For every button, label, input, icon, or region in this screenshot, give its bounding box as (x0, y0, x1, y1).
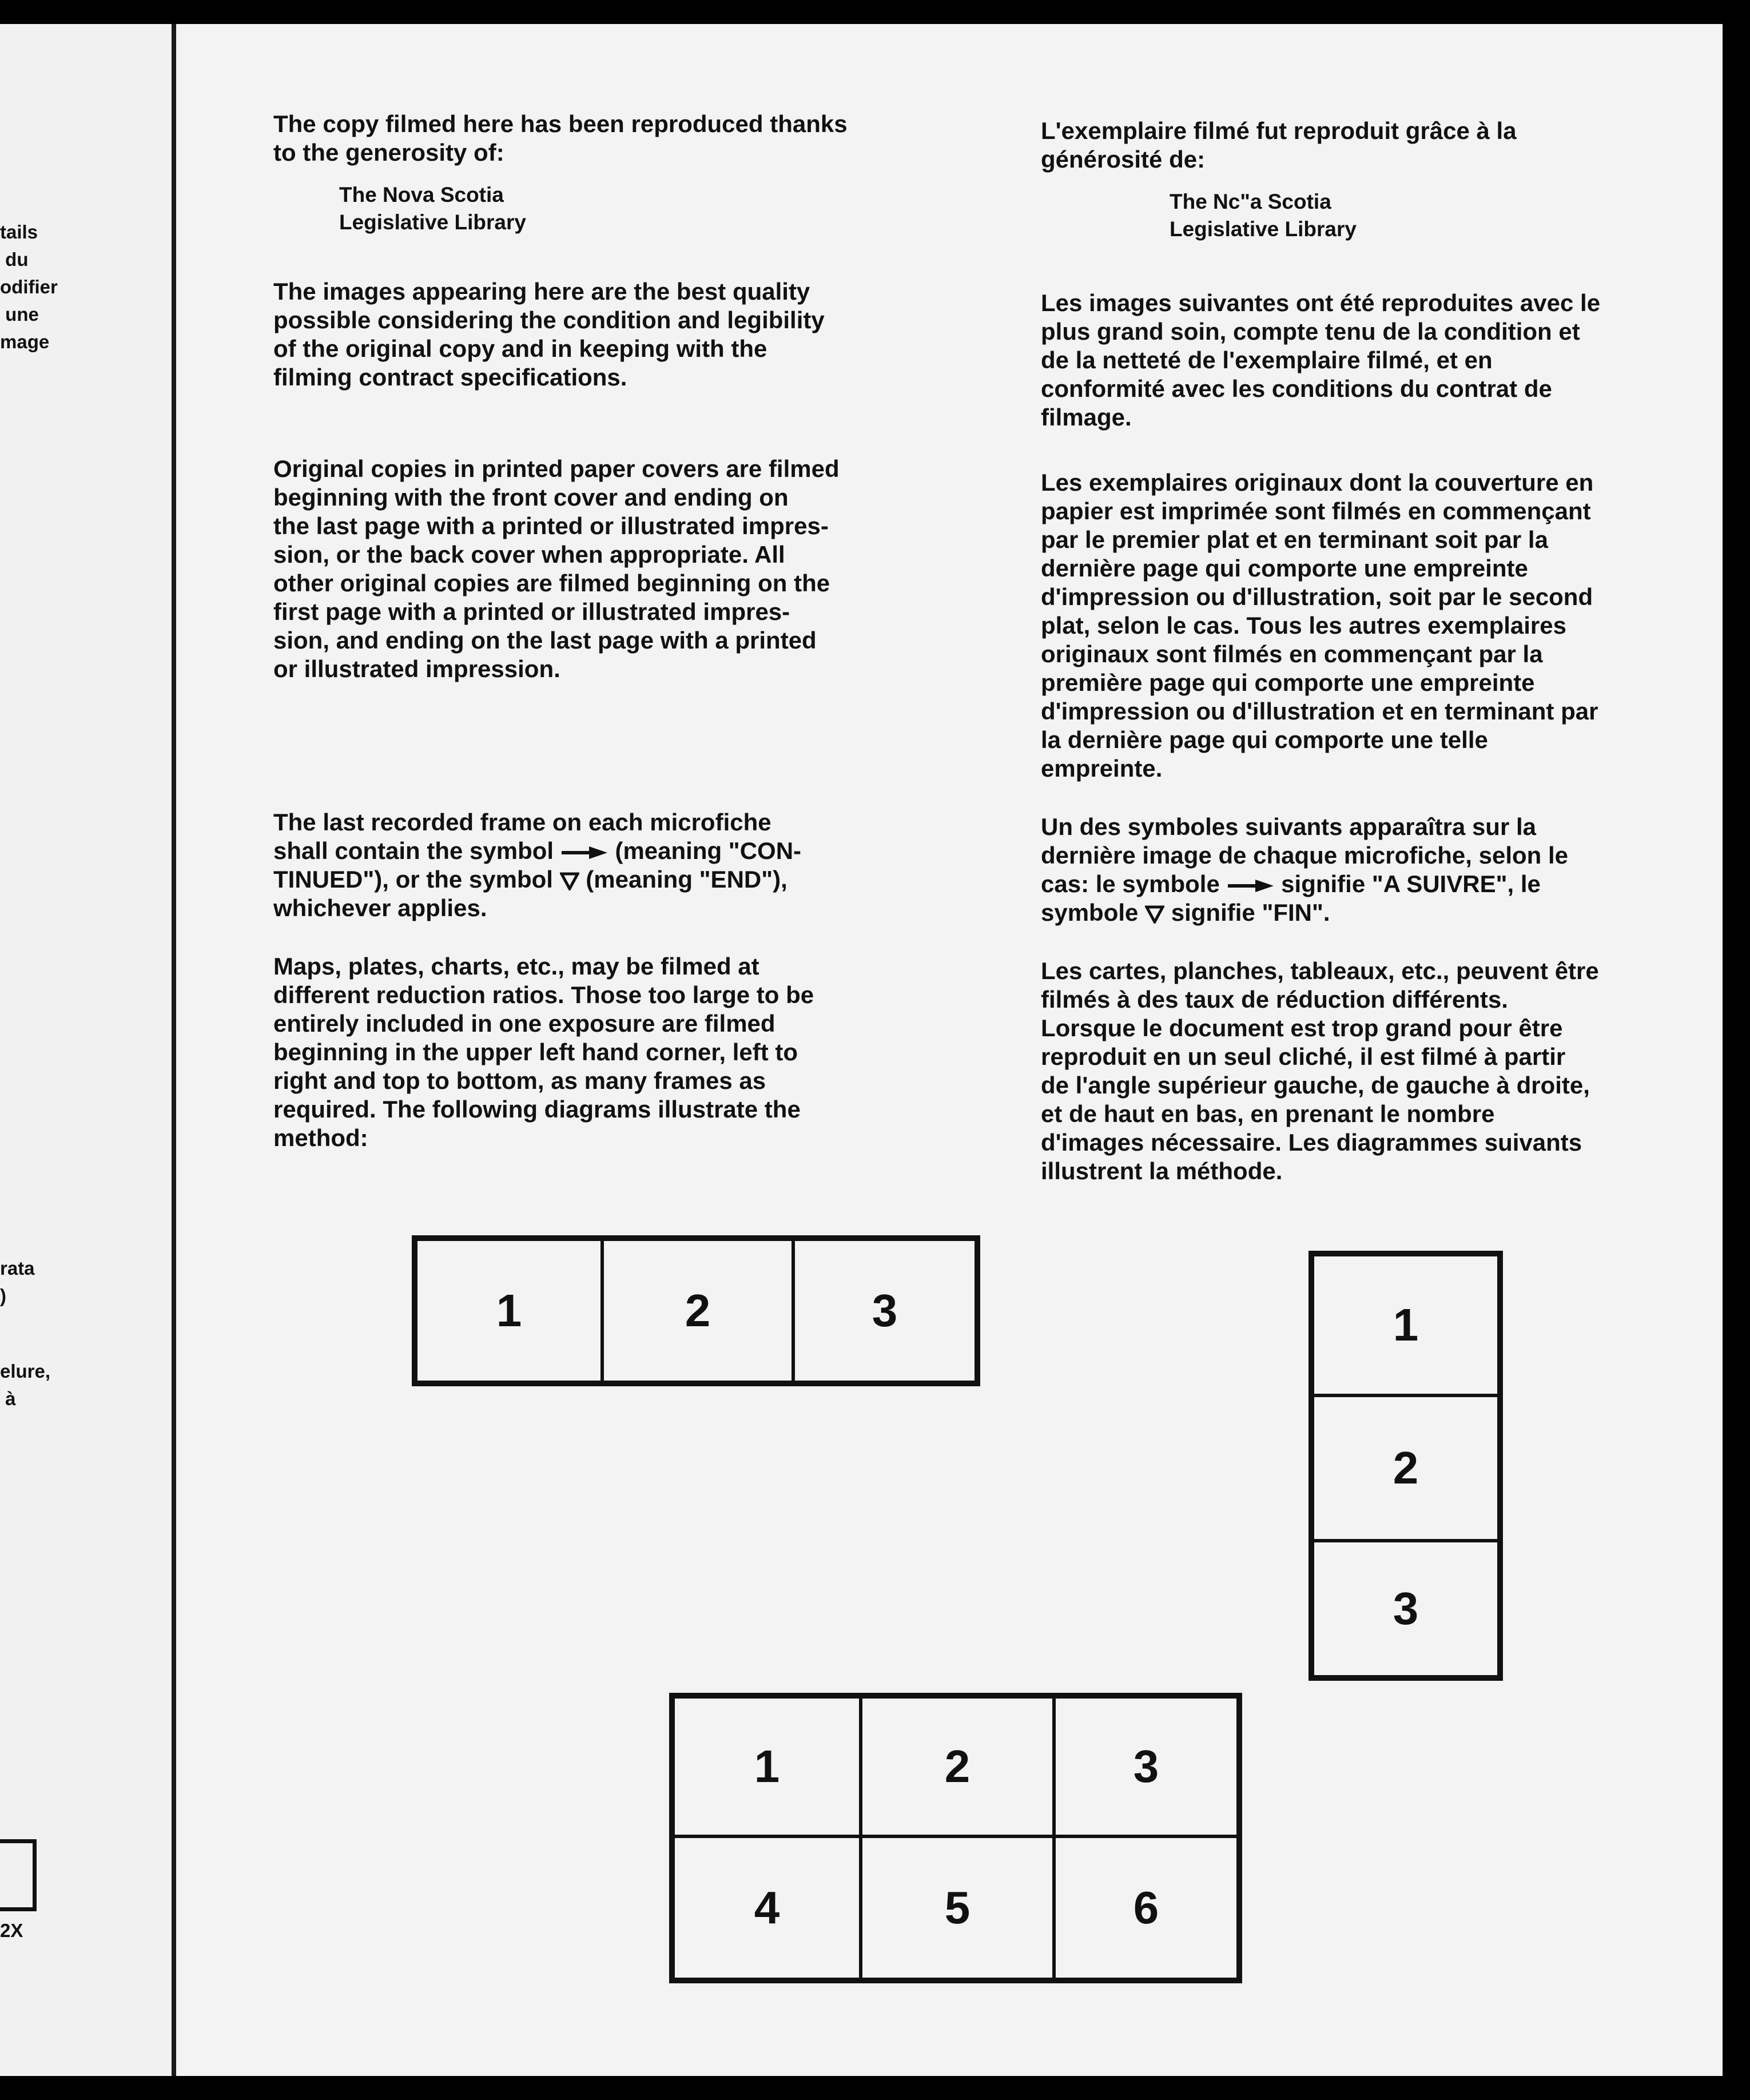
adjacent-page-strip (0, 24, 172, 2076)
strip-fragment: ) (0, 1285, 6, 1306)
frame-cell: 2 (1312, 1395, 1499, 1541)
covers-paragraph: Les exemplaires originaux dont la couverture en papier est imprimée sont filmés en commençant par le premier plat et en terminant soit par la dernière page qui comporte une empreinte d'impression ou d'illustration, soit par le second plat, selon le cas. Tous les autres exemplaires originaux sont filmés en commençant par la première page qui comporte une empreinte d'impression ou d'illustration et en terminant par la dernière page qui comporte une telle empreinte. (1041, 469, 1598, 782)
frame-cell: 1 (1312, 1255, 1499, 1395)
strip-fragment: elure, (0, 1361, 51, 1382)
frame-cell: 3 (1054, 1697, 1238, 1836)
frame-cell: 3 (793, 1239, 976, 1382)
symbols-text: (meaning "CON- TINUED"), or the symbol (273, 837, 802, 893)
frame-cell: 6 (1054, 1836, 1238, 1979)
quality-paragraph: Les images suivantes ont été reproduites avec le plus grand soin, compte tenu de la condition et de la netteté de l'exemplaire filmé, et en conformité avec les conditions du contrat de filmage. (1041, 289, 1601, 431)
diagram-vertical (1308, 1251, 1503, 1681)
frame-cell: 2 (602, 1239, 793, 1382)
microfiche-notice-page (172, 24, 1723, 2076)
frame-cell: 5 (861, 1836, 1054, 1979)
end-triangle-icon (560, 872, 579, 890)
symbols-paragraph (1041, 813, 1704, 927)
maps-paragraph: Les cartes, planches, tableaux, etc., peuvent être filmés à des taux de réduction différents. Lorsque le document est trop grand pour être reproduit en un seul cliché, il est filmé à partir de l'angle supérieur gauche, de gauche à droite, et de haut en bas, en prenant le nombre d'images nécessaire. Les diagrammes suivants illustrent la méthode. (1041, 957, 1599, 1184)
frame-cell: 3 (1312, 1541, 1499, 1677)
quality-paragraph: The images appearing here are the best quality possible considering the condition and legibility of the original copy and in keeping with the filming contract specifications. (273, 278, 825, 391)
diagram-horizontal (412, 1235, 980, 1386)
diagram-grid (669, 1693, 1242, 1983)
frame-cell: 2 (861, 1697, 1054, 1836)
library-name: The Nc"a Scotia Legislative Library (1170, 190, 1357, 241)
strip-fragment: une (0, 304, 39, 325)
frame-cell: 1 (673, 1697, 861, 1836)
end-triangle-icon (1145, 905, 1164, 924)
library-name: The Nova Scotia Legislative Library (339, 183, 526, 234)
strip-fragment: mage (0, 331, 50, 352)
continued-arrow-icon (1227, 878, 1275, 893)
symbols-paragraph (273, 808, 948, 922)
symbols-text: (meaning "END"), whichever applies. (273, 866, 788, 921)
frame-cell: 4 (673, 1836, 861, 1979)
strip-fragment: odifier (0, 276, 58, 297)
strip-fragment: à (0, 1388, 16, 1409)
maps-paragraph: Maps, plates, charts, etc., may be filmed at different reduction ratios. Those too large to be entirely included in one exposure are filmed beginning in the upper left hand corner, left to right and top to bottom, as many frames as required. The following diagrams illustrate the method: (273, 953, 814, 1151)
continued-arrow-icon (560, 845, 608, 860)
english-column (273, 110, 948, 1152)
intro-paragraph: The copy filmed here has been reproduced thanks to the generosity of: (273, 110, 848, 166)
symbols-text: signifie "A SUIVRE", le symbole (1041, 870, 1541, 926)
strip-fragment: du (0, 249, 29, 270)
covers-paragraph: Original copies in printed paper covers are filmed beginning with the front cover and ending on the last page with a printed or illustrated impres- sion, or the back cover when appropriate. All other original copies are filmed beginning on the first page with a printed or illustrated impres- sion, and ending on the last page with a printed or illustrated impression. (273, 455, 840, 682)
strip-fragment: rata (0, 1258, 35, 1279)
symbols-text: signifie "FIN". (1171, 899, 1330, 926)
frame-cell: 1 (416, 1239, 602, 1382)
french-column (1041, 117, 1704, 1186)
symbols-text: Un des symboles suivants apparaîtra sur la dernière image de chaque microfiche, selon le cas: le symbole (1041, 813, 1568, 897)
reduction-box (0, 1839, 37, 1911)
intro-paragraph: L'exemplaire filmé fut reproduit grâce à la générosité de: (1041, 117, 1517, 173)
strip-fragment: tails (0, 221, 38, 242)
reduction-label: 2X (0, 1920, 23, 1941)
symbols-text: The last recorded frame on each microfiche shall contain the symbol (273, 809, 771, 864)
